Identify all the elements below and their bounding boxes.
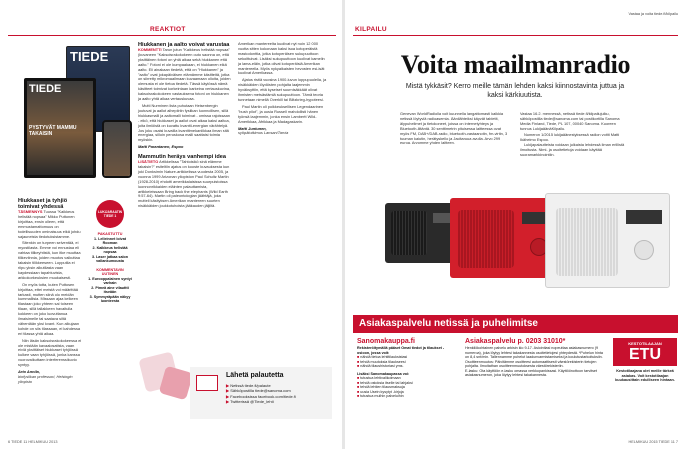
phone-image <box>102 120 132 178</box>
letter3-body-start: Artikkelissa "Tahtoisikö sinä elämme takaisin?" esiteltiin ajatus on kooste kuvauksesta kun joki Donksimin Nature-artikkelissa vuodesta 2005, ja vuonna 1999 Arizonan yliopiston Paul Schultz Martin (1928-2010) ehdotti amerikkalaisissa suurpuistoissa luonnonrikkaiden eläinten palauttamista, artikkeleissaan Bring back the elephants (Wild Earth 9:57-64). Martin oli paleontologian jäähtäjä, joka mutteli käsityksen Amerikan mantereen suurten nisäkkäiden joukkotuhoista jääkauden jäljiltä. <box>138 159 230 209</box>
feedback-box <box>190 367 332 419</box>
left-folio: 6 TIEDE 11 HELMIKUU 2013 <box>8 440 58 444</box>
page-title: Voita maailmanradio <box>400 50 631 79</box>
letter3-lead: LISÄTIETO <box>138 159 159 165</box>
benefit-badge-top: KESTOTILAAJAN <box>628 341 662 346</box>
popular-item: 1. Lelleinnet loivat Rooman <box>94 236 126 245</box>
popular-item: 2. Kaikkeus helistää nopsaa <box>92 245 128 254</box>
letter3-title: Mammutin heräys vanhempi idea <box>138 154 226 161</box>
section-label: REAKTIOT <box>150 26 186 33</box>
letter3-sign: Matti Juntunen, <box>238 125 267 131</box>
extra-item: ■ tehdä lehtien tilausmaksuja <box>357 385 405 389</box>
letter1-column <box>18 198 82 385</box>
feedback-web-link[interactable]: ▶ Netissä tiede.fi/palaute <box>226 383 271 388</box>
extra-item: ■ tutustua lehtivalikoimaan <box>357 376 401 380</box>
letter3-column <box>238 42 328 136</box>
commented-item: 1. Eurooppalainen syntyi varhain <box>88 276 132 285</box>
contest-body-col2 <box>520 112 628 158</box>
feedback-list <box>226 383 296 405</box>
tablet-image <box>24 78 96 178</box>
section-rule <box>8 35 336 36</box>
reader-poll-badge: LUKIJARAATIN TIEDE 1 <box>96 200 124 228</box>
letter1-sign: Arto Annila, <box>18 369 40 375</box>
magazine-title: TIEDE <box>70 49 109 64</box>
section-label: KILPAILU <box>355 26 387 33</box>
top-note: Vastaa ja voita tiede.fi/kilpailu <box>628 12 678 16</box>
tablet-cover-title: TIEDE <box>29 83 62 95</box>
letter1-title: Hiukkaset ja tyhjiö toimivat yhdessä <box>18 198 68 210</box>
deck: Mistä tykkäsit? Kerro meille tämän lehden kaksi kiinnostavinta juttua ja kaksi kärkiuutista. <box>405 83 625 99</box>
letter1-body: Tuussa "Kaikkeus helistää nopsaa" Mikko Puttonen kirjoittaa, ensin olleen, että emmustamattomuus on todellisuuden ominaisuus eikä johdu sajauneista tiedotuksistamme. <box>18 209 81 239</box>
benefit-badge-big: ETU <box>629 346 661 363</box>
letter1-body4: Niin läsän kaksoisrakokokeessa ei ole mistään kavaalosatista, vaan eiviä yksittäiset hiukkaset tyhjiössä kulkee vaan tyhjiössä, jonka kanssa vuorovaikuttaen interferenssikuvio syntyy. <box>18 337 82 368</box>
radio-white <box>545 193 670 288</box>
feedback-facebook-link[interactable]: ▶ Facebooksissa facebook.com/tiede.fi <box>226 393 296 399</box>
shop-item: ■ nähdä tilaushistoriasi yms. <box>357 364 404 368</box>
feedback-title: Lähetä palautetta <box>226 372 284 379</box>
magazine-devices-image <box>18 40 136 190</box>
shop-title: Sanomakauppa.fi <box>357 338 415 345</box>
section-rule <box>353 35 678 36</box>
service-band <box>353 315 678 333</box>
contest-body3: Numeron 1/2015 lukijaäänestyksessä radion voitti Matti Ikäheimo Espoo. <box>520 131 620 142</box>
radio-product-image <box>375 178 665 308</box>
letter2-body: Tarun jutun "Kaikkeus helistää nopsaa" (kuvaneen "Kaksoisrakokokeen outo saonna on, että yksittäinen fotoni on yhtä aikaa sekä hiukkanen että aalto." Fotoni ei ole kumpaakaan, ei hiukkanen eikä aalto. Eli ainakaan tiedetä, että on "Hiukkanen" ja "aalto" ovat jokapäiväisen elämämme käsitteitä, jotka on siirretty mikromaailmaan kuvaamaan olioita, joiden olemusta ei ole tietoa tiedetä. Tässä käytössä nämä käsitteet toimivat korkeintaan karkeina vertauskuvina, kaksoisrakokokeen vastauksena fotoni on hiukkanen ja aalto yhtä aikaa vertauskuvaa. <box>138 47 231 102</box>
einvoice: E-lasku: Ota käyttöön e-lasku omassa verkkopankissasi. Käyttöönottoon tarvitset asiakasnumeron, joka löytyy lehtesi takakannesta. <box>465 368 597 377</box>
contest-body4: Lukijapalautteista voidaan julkaista lehdessä ilman erillistä ilmoitusta. Nimi- ja osoitetietoja voidaan käyttää suoramarkkinointiin. <box>520 142 625 158</box>
feedback-email-link[interactable]: ▶ Sähköpostilla tiede@sanoma.com <box>226 388 291 394</box>
reader-poll-box <box>88 200 132 304</box>
letter3-body4: Paul Martin oli poikkeuksellisen Legendaarinen "bush pilot", ja uusia Russell mahdollisti hänen työnsä laajemmin, jonka ensin Lambertt Wild-Amerikkaa, Afrikkaa ja Madagaskarin. <box>238 103 324 124</box>
service-title: Asiakaspalvelu netissä ja puhelimitse <box>359 318 538 329</box>
feedback-twitter-link[interactable]: ▶ Twitterissä @Tiede_lehti <box>226 399 274 405</box>
letter3-body2: Amerikan mantereelta kuolivat nyt noin 12 000 vuotta sitten kokonaan kaksi isoa kotoperäistä mastodonttia, jotka kotoperäisen sukupuuttoon sekoittuivat. Lisäksi sukupuuttoon kuolivat kamelin ja lama-eläin, jotka olivat kotoperäisiä Amerikan mantereella. Myös nykyaikaisten hevosten esi-isät kuolivat Amerikassa. <box>238 41 325 76</box>
right-folio: HELMIKUU 2015 TIEDE 11 7 <box>628 440 678 444</box>
extra-title: Lisäksi Sanomakaupassa voi: <box>357 371 410 376</box>
shop-item: ■ tehdä muutoksia tilaukseesi <box>357 359 406 364</box>
shop-subtitle: Rekisteröitymällä pääset Omat tiedot ja tilaukset -osioon, jossa voit: <box>357 346 445 355</box>
letter1-body3: On myös totta, kuten Puttosen kirjoittaa, ettei meistä voi määrittää tarkasti, mutten siinä olo meidän kummallisia. Missaan ajaa kelkeen tilastaan joko yhteen sai toiseen tilaan, sillä tallakkeen havaitulla kokkeen on joko luovuttanua ilmaisimelle tai saatava siltä vähentään yksi kvant. Kun alkujaan kohde on siis tilassaan, ei kahdessa eri tilassa yhtä aikaa. <box>18 281 81 336</box>
shop-item: ■ nähdä tietoa lehtitilauksistasi <box>357 355 408 359</box>
commented-heading: KOMMENTAVIN UUTINEN <box>96 267 124 276</box>
extra-item: ■ tehdä ostoksia itselle tai lahjaksi <box>357 380 413 385</box>
phone-column <box>465 338 605 378</box>
contest-body2: Vastaa 16.2. mennessä, netissä tiede.fi/kilpailujulku, sähköpostilla tiede@sanoma.com tai postikortilla Sanoma Media Finland, Tiede, PL 107, 00040 Sanoma. Kuoreen tunnus LukijaäänäKilpailu. <box>520 111 620 131</box>
extra-item: ■ tutustua muihin palveluihin <box>357 394 404 398</box>
commented-item: 2. Pimeä aine vilauttti itseään <box>91 285 129 294</box>
left-page <box>0 0 342 449</box>
contest-body1: Genevan WorldRadiolla voit kuunnella langattomasti kaikkia netissä löytyviä radioasemia. Äänilähteiksi käyvät tabletit, älypuhelimet ja tietokoneet, joissa on internetyhteys ja Bluetooth-liitäntä. 30 senttimetrin pituisessa laitteessa ovat myös FM, DAB+/DAB-radio, bluetooth-vastaanotin, fm-virtin, 3 tuuman kaiutin, herätyskello ja Jacitaruua avulla. Arvo 299 euroa. Arvomme yhden laitteen. <box>400 111 508 146</box>
commented-item: 3. Symmyräpään näkyy luonteesta <box>89 294 131 303</box>
benefit-badge <box>613 338 677 366</box>
dice-illustration <box>138 345 198 405</box>
letter1-sign2: biofysiikan professori, Helsingin yliopisto <box>18 374 73 384</box>
address-change: Osoitteenmuutos: Päivitämme osoitteesi automaattisesti väestörekisterin tietojen pohjalta. Ilmoitathan osoitteenmuutoksesta väestörekisteriin. <box>465 359 597 368</box>
phone-title: Asiakaspalvelu p. 0203 31010* <box>465 338 566 345</box>
envelope-icon <box>196 375 218 391</box>
phone-body: Henkilökohtainen palvelu arkisin klo 9-17. Asiointiasi nopeuttaa asiakasnumero (9 numeroa), joka löytyy lehtesi takakannesta osoitetietojesi yhteydestä. *Puhelun hinta on 8,4 snt/min. Tallennamme puhelut laadunvarmistamiseksi ja koulutustarkoituksiin. <box>465 346 603 359</box>
letter3-body3: Ajatus ristiä vuosina 1900-luvun loppupuolella, ja nisäkkäiden löydösten pohjalta laajemmin hyväksyttiin, että kyseiset suurnisäkkäät olivat ihmisten metsästämiä sukupuuttoon. Tämä teoria tunnetaan nimellä Overkill tai Blitzkrieg-hypoteesi. <box>238 77 327 102</box>
shop-column <box>357 338 457 399</box>
letter1-body2: Sitenkin on turpeen selventää, ei myostilasta. Emme voi ennustaa eli vahtaa tilikeyhtistä, kun itke muuttaa tilikeviinnia, joiden muotos vaikuttaa takaisin tilikkeeseen. Lopputila ei riipu yksin alkutilasta vaan kaydessiaan tapahtuvista, arkkokorkeuksien muukaisesti. <box>18 240 81 280</box>
letter3-sign2: syöpätutkimus Lansan/Tarvia <box>238 130 289 136</box>
extra-item: ■ uusia Usein kysytyt -kirjoja <box>357 389 404 394</box>
letter2-body2: Mutti Nurminen lista puhutaan Heisenbergin joutuvat ja aallot aihepiiriin fysiikan luonnollisen, sillä hiukkasmalli ja aaltomalli toimivat - omissa rajoissaan - eikö, että hiukkaset ja aallot ovat aikaa kaksi aaltoa, joita ilmiöistä on kuvattu kvantti-energian värähtelyä. Jos joku osaisi kuvailla kvanttimekaniikkaa ilman sitä energiaa, silloin peruskosa malli saattaisi toimia myöskin. <box>138 102 230 143</box>
popular-item: 3. Laser jatkaa salon vallankumousta <box>91 254 129 263</box>
letter1-lead: TÄSMENNYS <box>18 209 43 214</box>
benefit-text: Kestotilaajana olet meille tärkeä asiakas. Voit kestotilaajan kuukausittain edulliseen hintaan. <box>615 369 675 383</box>
right-page <box>345 0 686 449</box>
letter2-column <box>138 42 232 209</box>
letter2-lead: KOMMENTTI <box>138 47 162 52</box>
letter2-title: Hiukkanen ja aalto voivat varustaa <box>138 42 230 48</box>
contest-body-col1 <box>400 112 508 146</box>
letter2-sign: Matti Parantanen, Espoo <box>138 144 184 150</box>
subscriber-benefit <box>613 338 677 383</box>
tablet-cover-sub: PYSTYVÄT MAMMU TAKAISIN <box>29 125 77 137</box>
popular-heading: PAKASTUTTU <box>97 232 123 236</box>
